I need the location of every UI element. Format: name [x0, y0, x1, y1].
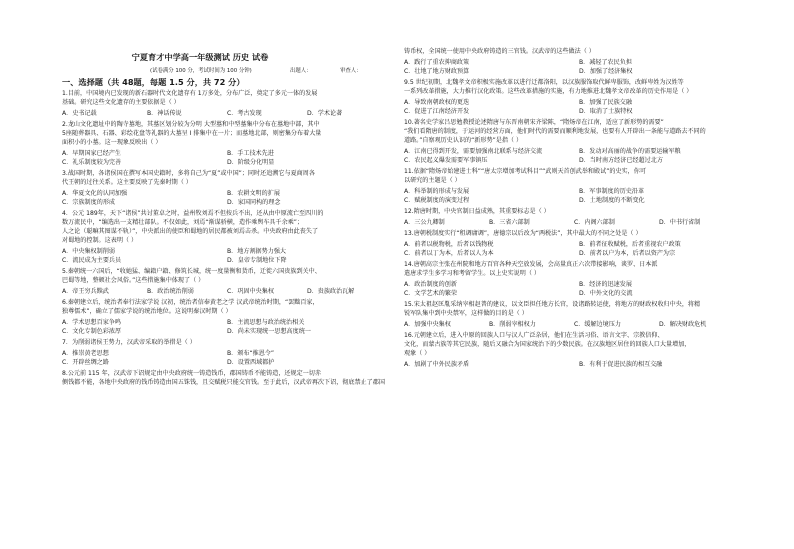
question-text: 1.目前，中国境内已发现的新石器时代文化遗存有 1万多处，分布广泛，奠定了多元一体的发展 [62, 90, 318, 97]
option-c: C．内阁六部制 [574, 219, 615, 226]
option-d: D．家国同构的理念 [227, 199, 281, 206]
option-a: A．前者以税物税，后者以钱物税 [404, 241, 494, 248]
option-a: A．加剧了中外民族矛盾 [404, 361, 470, 368]
option-d: D．贵族政治瓦解 [307, 288, 355, 295]
option-a: A．早期国家已经产生 [62, 150, 122, 157]
option-d: D．前者以户为本，后者以资产为宗 [579, 250, 676, 257]
option-a: A．践行了重农抑商政策 [404, 59, 470, 66]
question-text: 面积小的小墓。这一现象反映出（ ） [62, 139, 162, 146]
option-a: A．推崇黄老思想 [62, 350, 109, 357]
option-b: B．削弱宰相权力 [489, 321, 536, 328]
exam-title: 宁夏育才中学高一年级测试 历史 试卷 [131, 52, 269, 62]
question-text: 9.5 世纪初期，北魏孝文帝积极实施改革以进行迁都洛阳，以汉族服饰取代鲜卑服饰，改鲜卑姓为汉姓等 [404, 79, 684, 86]
option-a: A．政治制度的创新 [404, 281, 457, 288]
question-text: 人之论（聪嘛其图谋不轨）”，中央派出的使臣和蜀地的居民都被刘焉击杀。中央政府由此丧失了 [62, 228, 319, 235]
question-text: 3.战国时期，各诸侯国在撰写本国史籍时，多将自己为“夏”或中国”；同时还追溯它与夏商周各 [62, 170, 315, 177]
question-text: 对蜀地的控制。这表明（ ） [62, 237, 138, 244]
question-text: 7．为削弱诸侯王势力，汉武帝采取的举措是（ ） [62, 339, 196, 346]
option-a: A．江南已得到开发，需要加强南北联系与经济交流 [404, 148, 543, 155]
exam-meta-score: (试卷满分 100 分，考试时间为 100 分钟) [150, 68, 252, 74]
question-text: 代王朝的过往关系。这主要反映了先秦时期（ ） [62, 179, 192, 186]
option-b: B．加强了民族交融 [579, 99, 632, 106]
option-a: A．导致南朝政权的更迭 [404, 99, 470, 106]
question-text: 8.公元前 115 年，汉武帝下诏规定由中央政府统一铸造钱币，郡国铸币不能铸造，还规定一切赤 [62, 370, 321, 377]
option-d: D．皇帝专制地位下降 [227, 257, 287, 264]
option-d: D．中外文化的交流 [579, 290, 633, 297]
question-text: 6.秦朝建立后，统治者奉行法家学说 汉初，统治者信奉黄老之学 汉武帝统治时期，“罢黜百家， [62, 299, 319, 306]
question-text: 基础。研究这些文化遗存的主要依据是（ ） [62, 99, 180, 106]
option-b: B．颁布“推恩令” [227, 350, 275, 357]
question-text: 2.龙山文化遗址中的陶寺墓地，其墓区划分较为分明 大型墓和中型墓集中分布在墓地中部，其中 [62, 121, 320, 128]
option-c: C．赋税制度的演变过程 [404, 197, 470, 204]
exam-meta-reviewer: 审查人： [340, 68, 362, 74]
option-c: C．壮地了地方财政预算 [404, 68, 470, 75]
right-column [404, 0, 740, 549]
option-b: B．神话传说 [147, 110, 182, 117]
exam-meta-author: 出题人： [290, 68, 312, 74]
question-text: 16.元朝建立后，进入中原的回族人口与汉人广泛杂居，他们在生活习俗、语言文字、宗教信仰、 [404, 332, 664, 339]
question-text: 12.隋唐时期，中央官制日益成熟，其重要标志是（ ） [404, 208, 550, 215]
option-d: D．尚未实现统一思想高度统一 [227, 328, 311, 335]
option-a: A．科举制的形成与发展 [404, 188, 470, 195]
question-text: 巴蜀等地，整顿社会风俗。”这些措施集中体现了（ ） [62, 277, 205, 284]
question-text: 侧钱都不能，各地中央政府的钱币铸造由国五铢钱，且交赋税只能交官钱。至于此后，汉武帝再次下诏，彻底禁止了郡国 [62, 379, 385, 386]
option-c: C．考古发现 [227, 110, 262, 117]
option-c: C．巩固中央集权 [227, 288, 274, 295]
question-text: 14.唐朝高宗主张在州院和地方百官各种天空放发展，会高量真正六次带接影响，谈罗、日本派 [404, 261, 658, 268]
question-text: 一系列改革措施，大力推行汉化政策。这些改革措施的实施，有力地推进北魏孝文帝改革的历史作用是（ ） [404, 88, 693, 95]
option-b: B．地方割据势力强大 [227, 248, 287, 255]
option-b: B．军事制度的历史沿革 [579, 188, 645, 195]
section-heading: 一、选择题（共 48题，每题 1.5 分，共 72 分） [62, 77, 245, 87]
option-d: D．取消了士族特权 [579, 108, 633, 115]
left-column [62, 0, 400, 549]
option-d: D．阶级分化明显 [227, 159, 275, 166]
question-text: 13.唐朝税制度实行“租调庸调”，唐德宗以后改为“两税法”，其中最大的不同之处是（ ） [404, 230, 642, 237]
option-d: D．学术论著 [307, 110, 343, 117]
question-text: 10.著名史学家吕思勉教授论述隋唐与东晋南朝宋齐梁陈，“隋炀帝在江南，适应了新形势的需要” [404, 119, 664, 126]
option-a: A．帝王穷兵黩武 [62, 288, 109, 295]
option-b: B．发动对高丽的战争的需要运输军粮 [579, 148, 681, 155]
option-c: C．文化专制色彩浓厚 [62, 328, 122, 335]
question-text: 4．公元 189年，天下“诸侯”共讨董卓之时，益州牧刘焉不但按兵不出，还从由中原流亡至四川的 [62, 210, 324, 217]
option-b: B．三省六部制 [489, 219, 530, 226]
option-a: A．三公九卿制 [404, 219, 445, 226]
option-d: D．土地制度的不断变化 [579, 197, 645, 204]
question-text: 独尊儒术”，确立了儒家学说的统治地位。这说明秦汉时期（ ） [62, 308, 232, 315]
option-a: A．华夏文化的认同加强 [62, 190, 128, 197]
option-a: A．史书记载 [62, 110, 97, 117]
option-c: C．促进了江南经济开发 [404, 108, 470, 115]
question-text: 以研究的主题是（ ） [404, 177, 461, 184]
option-c: C．缓解边境压力 [574, 321, 621, 328]
option-c: C．礼乐制度较为完善 [62, 159, 122, 166]
option-b: B．有利于促进民族的相互交融 [579, 361, 663, 368]
option-a: A．学术思想百家争鸣 [62, 319, 122, 326]
question-text: 文化，而蒙古族等其它民族，随后又融合为国家统治下的少数民族。在汉族地区居住的回族人口大量增加， [404, 341, 691, 348]
question-text: 道路。”自察观历史认识的“新形势”是指（ ） [404, 137, 523, 144]
option-b: B．主流思想与政治统治相关 [227, 319, 305, 326]
option-d: D．加强了经济集权 [579, 68, 633, 75]
option-c: C．宗族制度的形成 [62, 199, 116, 206]
option-d: D．解决财政危机 [659, 321, 707, 328]
option-d: D．设置西域都护 [227, 359, 275, 366]
option-c: C．流民成为主要兵员 [62, 257, 122, 264]
option-b: B．经济的迅速发展 [579, 281, 632, 288]
option-b: B．农耕文明的扩展 [227, 190, 280, 197]
question-text: 5.秦朝统一六国后，“收她猛、编籍户籍、修筑长城，统一度量衡和货币，迁徙六国贵族到关中、 [62, 268, 321, 275]
option-c: C．开辟丝绸之路 [62, 359, 109, 366]
option-c: C．文学艺术的繁荣 [404, 290, 458, 297]
question-text: 数万流民中，“编选出一支精壮部队。不仅如此，刘焉“渐谋骄横，造作乘舆车具千余乘”； [62, 219, 304, 226]
question-text: 锐军队集中到中央禁军，这样做的目的是（ ） [404, 310, 528, 317]
question-text: 铸币权，全国统一使用中央政府铸造的三官钱。汉武帝的这些做法（ ） [404, 48, 595, 55]
option-b: B．前者征收赋税，后者重视农户政策 [579, 241, 681, 248]
question-text: 15.宋太祖赵匡胤采纳宰相赵普的建议，以文臣担任地方长官，设诸路转运使，将地方的财政权收归中央，将精 [404, 301, 701, 308]
question-text: 观象（ ） [404, 350, 431, 357]
question-text: 11.依据“隋炀帝始建进士科”“唐太宗增加考试科目”“武则天首创武举和殿试”的史实，你可 [404, 168, 646, 175]
option-d: D．中书行省制 [659, 219, 701, 226]
option-b: B．手工技术先进 [227, 150, 274, 157]
option-a: A．加强中央集权 [404, 321, 451, 328]
option-a: A．中央集权制削弱 [62, 248, 115, 255]
option-d: D．当时南方经济已经超过北方 [579, 157, 663, 164]
question-text: “我们看隋唐的制度，于运河的经营方面，他们时代的需要而顺利地发展，也要有人开辟出一条能与道路去不同的 [404, 128, 706, 135]
question-text: 5座随葬器具、石器、彩绘花盘等礼器的大墓呈 I 排集中在一片；而墓地北部，则密集分布着大量 [62, 130, 322, 137]
option-c: C．前者以丁为本，后者以人为本 [404, 250, 494, 257]
option-b: B．政治统治削弱 [147, 288, 194, 295]
option-c: C．农民起义爆发需要军事镇压 [404, 157, 488, 164]
option-b: B．减轻了农民负担 [579, 59, 632, 66]
question-text: 遣唐求学生多学习和考留学生。以上史实说明（ ） [404, 270, 540, 277]
